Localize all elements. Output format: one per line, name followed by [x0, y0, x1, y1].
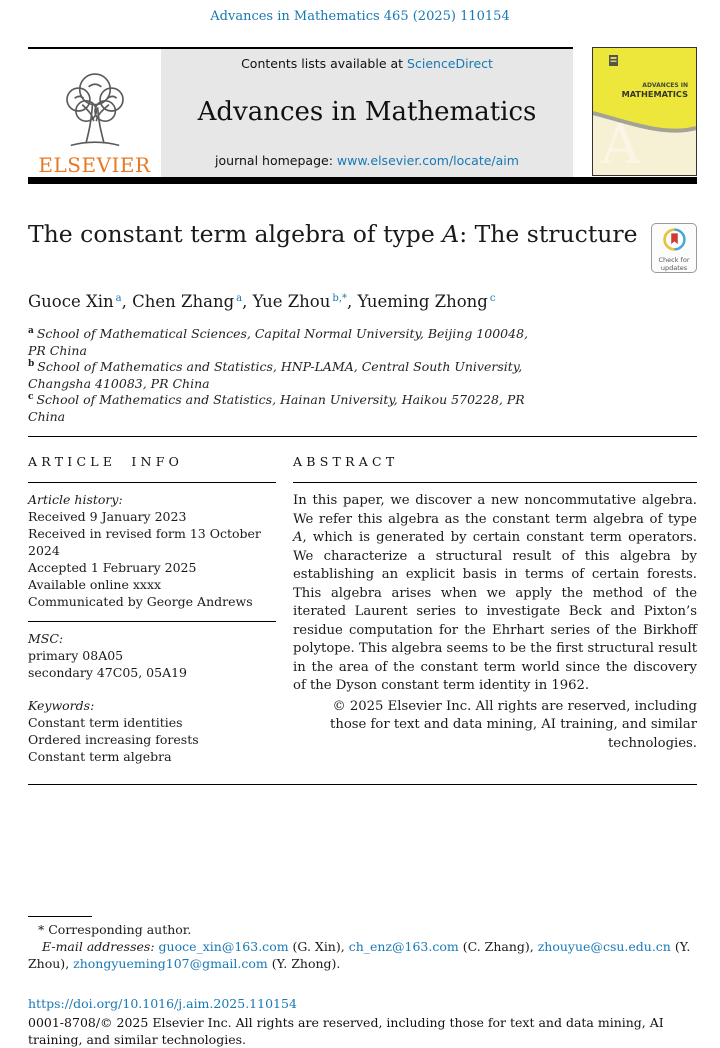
history-item: Received 9 January 2023	[28, 509, 187, 525]
email-link[interactable]: zhongyueming107@gmail.com	[73, 956, 268, 972]
author: Chen Zhang $^a$,	[132, 292, 253, 311]
email-link[interactable]: zhouyue@csu.edu.cn	[537, 939, 671, 955]
author-affiliation-mark: a	[236, 292, 243, 304]
author: Yueming Zhong $^c$	[357, 292, 496, 311]
keyword-item: Constant term identities	[28, 715, 183, 731]
author-list	[28, 292, 697, 311]
author: Yue Zhou $^{b,*}$,	[252, 292, 358, 311]
issn-copyright-line: 0001-8708/© 2025 Elsevier Inc. All rights are reserved, including those for text and data mining, AI training, and similar technologies.	[28, 1014, 664, 1047]
cover-title-line2: MATHEMATICS	[621, 89, 688, 99]
cover-watermark-letter: A	[601, 113, 640, 175]
affiliation-list	[28, 326, 538, 425]
email-link[interactable]: ch_enz@163.com	[348, 939, 459, 955]
history-item: Available online xxxx	[28, 577, 162, 593]
elsevier-logo	[28, 49, 161, 177]
abstract-column	[293, 437, 697, 776]
author-affiliation-mark: b,*	[332, 292, 347, 304]
title-row	[28, 220, 697, 273]
doi-line	[28, 995, 697, 1012]
article-info-column	[28, 437, 276, 776]
journal-cover-thumbnail	[592, 47, 697, 176]
footnote-star: *	[38, 922, 45, 937]
masthead	[28, 47, 697, 177]
sciencedirect-link[interactable]: ScienceDirect	[407, 56, 493, 71]
msc-label: MSC:	[28, 631, 64, 647]
article-info-heading: ARTICLE INFO	[28, 437, 276, 483]
badge-caption: Check for updates	[658, 256, 690, 273]
keyword-item: Constant term algebra	[28, 749, 172, 765]
abstract-heading: ABSTRACT	[293, 437, 697, 483]
check-for-updates-icon	[662, 237, 687, 256]
author-affiliation-mark: a	[115, 292, 122, 304]
msc-item: secondary 47C05, 05A19	[28, 665, 188, 681]
author: Guoce Xin $^a$,	[28, 292, 133, 311]
keywords-label: Keywords:	[28, 698, 95, 714]
history-item: Accepted 1 February 2025	[28, 560, 197, 576]
abstract-text: In this paper, we discover a new noncommutative algebra. We refer this algebra as the constant term algebra of type A, which is generated by certain constant term operators. We characterize a structural result of this algebra by establishing an explicit basis in terms of certain forests. This algebra arises when we apply the method of the iterated Laurent series to investigate Beck and Pixton’s residue computation for the Ehrhart series of the Birkhoff polytope. This algebra seems to be the first structural result in the area of the constant term world since the discovery of the Dyson constant term identity in 1962.	[293, 493, 697, 694]
spacer	[28, 681, 276, 697]
article-title: The constant term algebra of type A: The structure	[28, 220, 638, 248]
homepage-line: journal homepage: www.elsevier.com/locate/aim	[215, 153, 519, 168]
elsevier-wordmark: ELSEVIER	[38, 153, 151, 177]
msc-item: primary 08A05	[28, 648, 124, 664]
footnote-divider	[28, 916, 92, 917]
keyword-item: Ordered increasing forests	[28, 732, 199, 748]
doi-link[interactable]: https://doi.org/10.1016/j.aim.2025.110154	[28, 996, 297, 1012]
article-history-label: Article history:	[28, 492, 123, 508]
contents-line: Contents lists available at ScienceDirect	[241, 56, 493, 71]
info-abstract-section	[28, 437, 697, 776]
email-link[interactable]: guoce_xin@163.com	[158, 939, 289, 955]
history-item: Received in revised form 13 October 2024	[28, 526, 261, 559]
page-footer	[28, 906, 697, 1048]
article-history-block	[28, 483, 276, 622]
cover-title-line1: ADVANCES IN	[642, 82, 688, 89]
corresponding-author-note: * Corresponding author.	[38, 922, 192, 937]
journal-banner	[161, 49, 573, 177]
section-divider	[28, 784, 697, 785]
affiliation: $^b$ School of Mathematics and Statistics, HNP-LAMA, Central South University, Changsha 410083, PR China	[28, 359, 523, 391]
copyright-notice: © 2025 Elsevier Inc. All rights are reserved, including those for text and data mining, AI training, and similar technologies.	[330, 698, 697, 751]
history-item: Communicated by George Andrews	[28, 594, 253, 610]
abstract-math-variable: A	[293, 530, 303, 546]
msc-keywords-block	[28, 622, 276, 776]
check-for-updates-badge[interactable]	[651, 223, 697, 273]
journal-homepage-link[interactable]: www.elsevier.com/locate/aim	[336, 153, 519, 168]
masthead-band	[28, 47, 573, 177]
email-label: E-mail addresses:	[42, 939, 155, 955]
journal-title: Advances in Mathematics	[197, 97, 537, 127]
affiliation: $^c$ School of Mathematics and Statistics, Hainan University, Haikou 570228, PR China	[28, 392, 525, 424]
affiliation: $^a$ School of Mathematical Sciences, Capital Normal University, Beijing 100048, PR China	[28, 326, 528, 358]
author-affiliation-mark: c	[489, 292, 496, 304]
title-math-variable: A	[442, 220, 460, 248]
email-addresses-note: E-mail addresses: guoce_xin@163.com (G. Xin), ch_enz@163.com (C. Zhang), zhouyue@csu.edu.cn (Y. Zhou), zhongyueming107@gmail.com (Y. Zhong).	[28, 939, 691, 972]
masthead-divider-bar	[28, 177, 697, 184]
running-head-citation: Advances in Mathematics 465 (2025) 110154	[210, 9, 510, 24]
elsevier-tree-icon	[52, 69, 138, 153]
